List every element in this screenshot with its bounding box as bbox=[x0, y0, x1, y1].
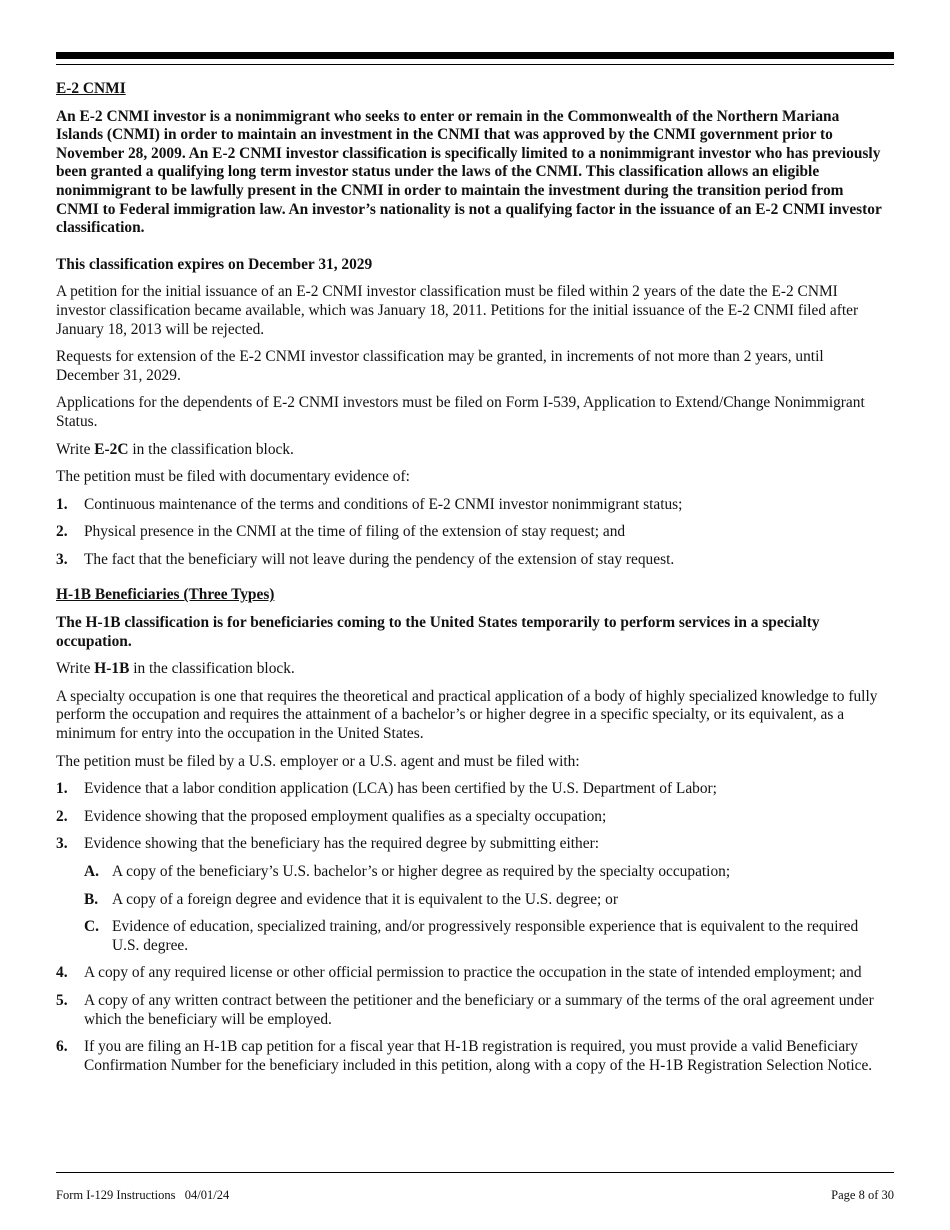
h1b-paragraph-1: A specialty occupation is one that requires the theoretical and practical application of a body of highly specialized knowledge to fully perform the occupation and requires the attainment of a bachelor’s or higher degree in a specific specialty, or its equivalent, as a minimum for entry into the occupation in the United States. bbox=[56, 687, 878, 743]
e2-write-instruction bbox=[56, 441, 888, 460]
list-item bbox=[56, 551, 888, 570]
list-item bbox=[56, 992, 888, 1029]
list-item bbox=[56, 523, 888, 542]
footer-page-number: Page 8 of 30 bbox=[831, 1188, 894, 1202]
h1b-write-instruction bbox=[56, 660, 888, 679]
e2-classification-code: E-2C bbox=[94, 440, 129, 458]
list-item bbox=[56, 808, 888, 827]
list-item bbox=[56, 1038, 888, 1075]
list-item bbox=[56, 780, 888, 799]
list-item bbox=[56, 835, 888, 854]
sub-list-item-text: A copy of the beneficiary’s U.S. bachelor’s or higher degree as required by the specialty occupation; bbox=[112, 863, 731, 880]
list-item-number: 3. bbox=[56, 550, 68, 568]
list-item-text: Continuous maintenance of the terms and conditions of E-2 CNMI investor nonimmigrant status; bbox=[84, 495, 683, 513]
list-item bbox=[56, 496, 888, 515]
list-item-number: 5. bbox=[56, 991, 68, 1009]
sub-list-item bbox=[56, 918, 888, 955]
h1b-intro: The H-1B classification is for beneficiaries coming to the United States temporarily to perform services in a specialty occupation. bbox=[56, 614, 820, 650]
e2-paragraph-1: A petition for the initial issuance of an E-2 CNMI investor classification must be filed within 2 years of the date the E-2 CNMI investor classification became available, which was January 18, 2011. Petitions for the initial issuance of the E-2 CNMI filed after January 18, 2013 will be rejected. bbox=[56, 283, 859, 338]
list-item bbox=[56, 964, 888, 983]
footer-form-edition: Form I-129 Instructions 04/01/24 bbox=[56, 1188, 230, 1202]
sub-list-item-text: Evidence of education, specialized training, and/or progressively responsible experience that is equivalent to the required U.S. degree. bbox=[112, 918, 859, 954]
list-item-number: 4. bbox=[56, 964, 68, 982]
h1b-write-prefix: Write bbox=[56, 660, 91, 678]
e2-write-prefix: Write bbox=[56, 440, 91, 458]
sub-list-item bbox=[56, 863, 888, 882]
sub-list-item-letter: C. bbox=[84, 918, 99, 936]
list-item-number: 2. bbox=[56, 523, 68, 541]
e2-heading: E-2 CNMI bbox=[56, 80, 126, 97]
h1b-heading: H-1B Beneficiaries (Three Types) bbox=[56, 586, 275, 604]
list-item-text: A copy of any written contract between the petitioner and the beneficiary or a summary of the terms of the oral agreement under which the beneficiary will be employed. bbox=[84, 991, 874, 1028]
list-item-text: A copy of any required license or other official permission to practice the occupation in the state of intended employment; and bbox=[84, 964, 862, 982]
footer-rule bbox=[56, 1172, 894, 1173]
h1b-classification-code: H-1B bbox=[94, 660, 130, 678]
list-item-number: 3. bbox=[56, 835, 68, 853]
list-item-text: If you are filing an H-1B cap petition for a fiscal year that H-1B registration is required, you must provide a valid Beneficiary Confirmation Number for the beneficiary included in this petition, along with a copy of the H-1B Registration Selection Notice. bbox=[84, 1038, 873, 1074]
list-item-text: Evidence showing that the beneficiary has the required degree by submitting either: bbox=[84, 835, 599, 853]
e2-expires: This classification expires on December 31, 2029 bbox=[56, 255, 373, 273]
e2-paragraph-3: Applications for the dependents of E-2 CNMI investors must be filed on Form I-539, Application to Extend/Change Nonimmigrant Status. bbox=[56, 394, 865, 430]
page-content bbox=[56, 80, 888, 1075]
e2-intro: An E-2 CNMI investor is a nonimmigrant who seeks to enter or remain in the Commonwealth of the Northern Mariana Islands (CNMI) in order to maintain an investment in the CNMI that was approved by the CNMI government prior to November 28, 2009. An E-2 CNMI investor classification is specifically limited to a nonimmigrant investor who has previously been granted a qualifying long term investor status under the laws of the CNMI. This classification allows an eligible nonimmigrant to be lawfully present in the CNMI in order to maintain the investment during the transition period from CNMI to Federal immigration law. An investor’s nationality is not a qualifying factor in the issuance of an E-2 CNMI investor classification. bbox=[56, 107, 882, 237]
e2-paragraph-2: Requests for extension of the E-2 CNMI investor classification may be granted, in increments of not more than 2 years, until December 31, 2029. bbox=[56, 348, 824, 384]
list-item-text: The fact that the beneficiary will not leave during the pendency of the extension of stay request. bbox=[84, 550, 675, 568]
h1b-write-suffix: in the classification block. bbox=[133, 660, 295, 678]
h1b-paragraph-2: The petition must be filed by a U.S. employer or a U.S. agent and must be filed with: bbox=[56, 752, 580, 770]
e2-evidence-intro: The petition must be filed with documentary evidence of: bbox=[56, 468, 410, 486]
list-item-number: 1. bbox=[56, 780, 68, 798]
list-item-number: 1. bbox=[56, 495, 68, 513]
sub-list-item-text: A copy of a foreign degree and evidence that it is equivalent to the U.S. degree; or bbox=[112, 890, 619, 908]
list-item-text: Physical presence in the CNMI at the time of filing of the extension of stay request; and bbox=[84, 523, 626, 541]
list-item-number: 6. bbox=[56, 1038, 68, 1056]
list-item-text: Evidence showing that the proposed employment qualifies as a specialty occupation; bbox=[84, 807, 607, 825]
sub-list-item-letter: A. bbox=[84, 863, 99, 880]
list-item-text: Evidence that a labor condition application (LCA) has been certified by the U.S. Department of Labor; bbox=[84, 780, 717, 798]
list-item-number: 2. bbox=[56, 807, 68, 825]
sub-list-item-letter: B. bbox=[84, 890, 99, 908]
top-rule-thin bbox=[56, 64, 894, 65]
e2-write-suffix: in the classification block. bbox=[132, 440, 294, 458]
top-rule-thick bbox=[56, 52, 894, 59]
sub-list-item bbox=[56, 891, 888, 910]
